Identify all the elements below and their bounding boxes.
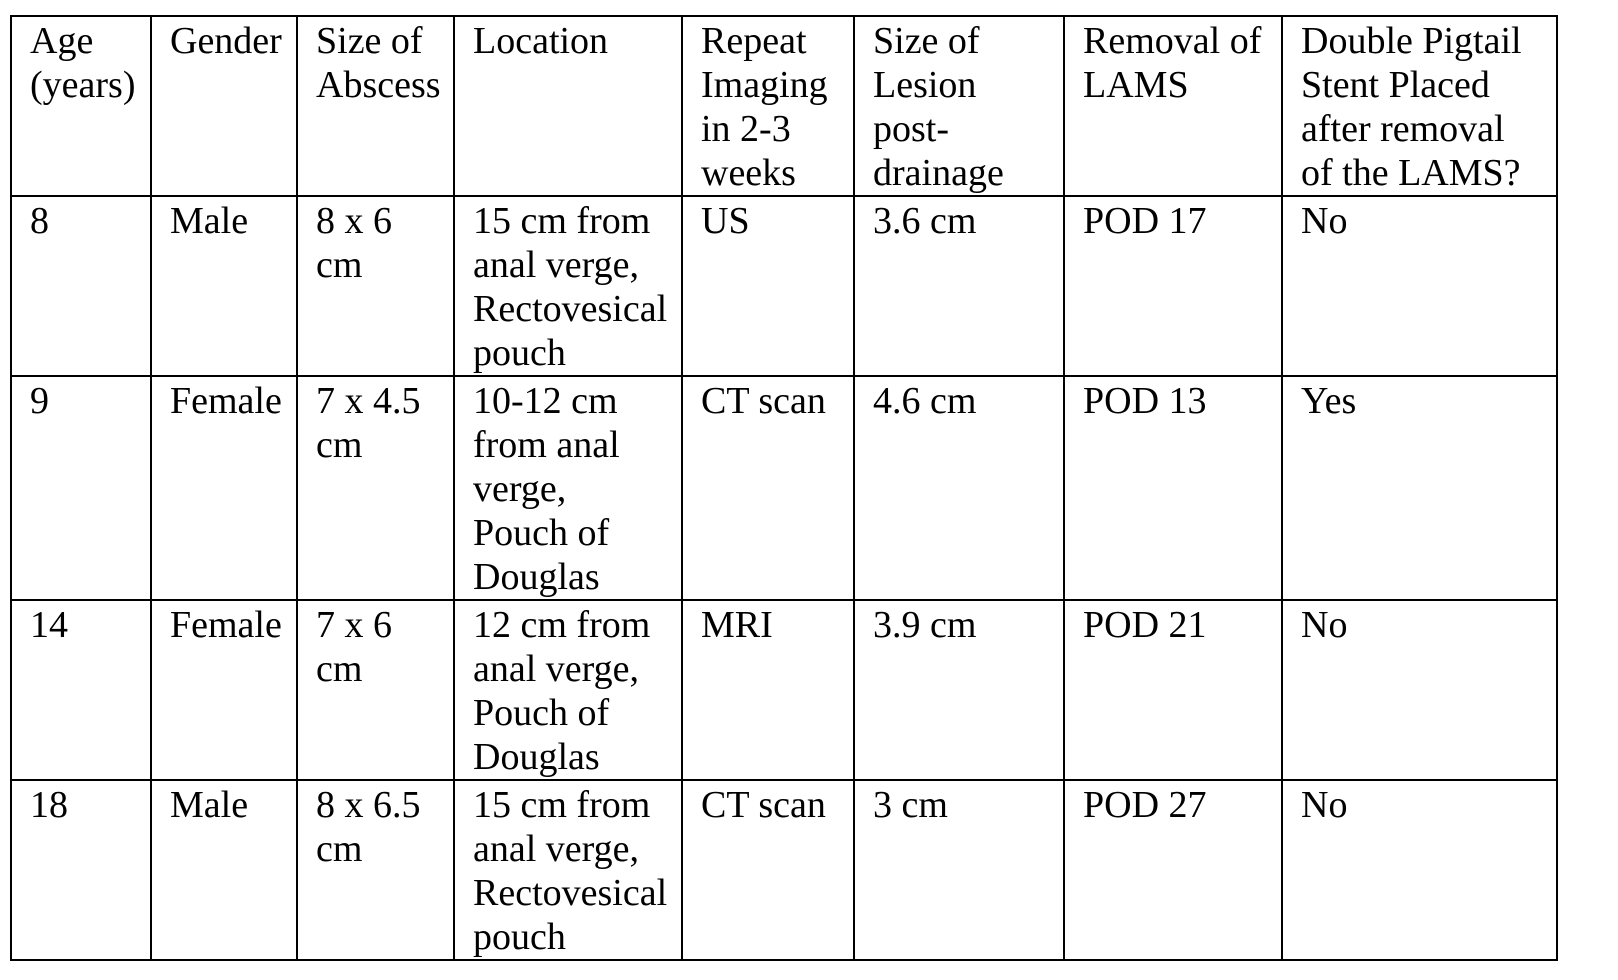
cell-text: 8 x 6: [316, 200, 392, 242]
header-cell-age: [11, 16, 151, 196]
cell-text: 3.6 cm: [873, 200, 977, 242]
cell-text: MRI: [701, 604, 773, 646]
cell-text: 15 cm from: [473, 200, 651, 242]
cell-repeat-imaging: [682, 376, 854, 600]
cell-text: Rectovesical: [473, 872, 668, 914]
cell-double-pigtail-stent: [1282, 600, 1557, 780]
cell-age: [11, 376, 151, 600]
cell-text: Douglas: [473, 556, 600, 598]
cell-age: [11, 600, 151, 780]
cell-text: No: [1301, 604, 1348, 646]
header-text: drainage: [873, 152, 1004, 194]
header-text: Location: [473, 20, 609, 62]
header-cell-location: [454, 16, 682, 196]
header-text: of the LAMS?: [1301, 152, 1521, 194]
cell-text: verge,: [473, 468, 567, 510]
cell-text: anal verge,: [473, 828, 639, 870]
cell-text: 9: [30, 380, 49, 422]
header-text: Stent Placed: [1301, 64, 1490, 106]
header-text: Double Pigtail: [1301, 20, 1522, 62]
cell-gender: [151, 376, 297, 600]
cell-removal-of-lams: [1064, 376, 1282, 600]
cell-removal-of-lams: [1064, 196, 1282, 376]
cell-text: Female: [170, 380, 282, 422]
header-text: Imaging: [701, 64, 828, 106]
cell-age: [11, 196, 151, 376]
cell-text: anal verge,: [473, 244, 639, 286]
cell-size-of-abscess: [297, 196, 454, 376]
cell-text: 15 cm from: [473, 784, 651, 826]
cell-text: CT scan: [701, 784, 826, 826]
cell-text: Male: [170, 200, 249, 242]
cell-text: Rectovesical: [473, 288, 668, 330]
cell-text: pouch: [473, 916, 566, 958]
cell-text: 8 x 6.5: [316, 784, 421, 826]
cell-text: Douglas: [473, 736, 600, 778]
cell-size-of-lesion: [854, 376, 1064, 600]
cell-size-of-lesion: [854, 780, 1064, 960]
header-text: Age: [30, 20, 94, 62]
cell-repeat-imaging: [682, 196, 854, 376]
header-text: Removal of: [1083, 20, 1262, 62]
table-row: [11, 600, 1557, 780]
cell-text: Female: [170, 604, 282, 646]
cell-text: Pouch of: [473, 692, 610, 734]
header-text: (years): [30, 64, 136, 106]
cell-location: [454, 376, 682, 600]
table-body: [11, 16, 1557, 960]
header-text: Size of: [316, 20, 423, 62]
cell-text: POD 13: [1083, 380, 1207, 422]
cell-double-pigtail-stent: [1282, 376, 1557, 600]
cell-double-pigtail-stent: [1282, 196, 1557, 376]
cell-repeat-imaging: [682, 780, 854, 960]
cell-text: 7 x 6: [316, 604, 392, 646]
cell-text: cm: [316, 424, 363, 466]
cell-text: 4.6 cm: [873, 380, 977, 422]
cell-location: [454, 600, 682, 780]
cell-size-of-abscess: [297, 376, 454, 600]
header-text: in 2-3: [701, 108, 791, 150]
table-row: [11, 376, 1557, 600]
header-row: [11, 16, 1557, 196]
cell-size-of-lesion: [854, 196, 1064, 376]
cell-repeat-imaging: [682, 600, 854, 780]
cell-text: No: [1301, 784, 1348, 826]
cell-text: cm: [316, 244, 363, 286]
cell-text: No: [1301, 200, 1348, 242]
cell-size-of-lesion: [854, 600, 1064, 780]
header-text: after removal: [1301, 108, 1505, 150]
cell-gender: [151, 600, 297, 780]
cell-text: 12 cm from: [473, 604, 651, 646]
header-text: Size of: [873, 20, 980, 62]
cell-text: 10-12 cm: [473, 380, 618, 422]
table-row: [11, 780, 1557, 960]
cell-double-pigtail-stent: [1282, 780, 1557, 960]
cell-text: 7 x 4.5: [316, 380, 421, 422]
header-cell-gender: [151, 16, 297, 196]
cell-text: Male: [170, 784, 249, 826]
cell-removal-of-lams: [1064, 780, 1282, 960]
data-table: [10, 15, 1558, 961]
cell-text: Yes: [1301, 380, 1357, 422]
cell-text: US: [701, 200, 750, 242]
cell-text: Pouch of: [473, 512, 610, 554]
cell-location: [454, 196, 682, 376]
header-text: LAMS: [1083, 64, 1189, 106]
cell-text: POD 27: [1083, 784, 1207, 826]
cell-gender: [151, 196, 297, 376]
cell-text: POD 17: [1083, 200, 1207, 242]
cell-text: POD 21: [1083, 604, 1207, 646]
cell-size-of-abscess: [297, 780, 454, 960]
header-text: post-: [873, 108, 949, 150]
cell-text: anal verge,: [473, 648, 639, 690]
header-cell-repeat-imaging: [682, 16, 854, 196]
header-text: Repeat: [701, 20, 807, 62]
header-cell-size-of-abscess: [297, 16, 454, 196]
header-cell-double-pigtail-stent: [1282, 16, 1557, 196]
header-cell-removal-of-lams: [1064, 16, 1282, 196]
cell-removal-of-lams: [1064, 600, 1282, 780]
header-text: Abscess: [316, 64, 441, 106]
cell-location: [454, 780, 682, 960]
cell-text: 3 cm: [873, 784, 948, 826]
table-row: [11, 196, 1557, 376]
cell-text: 18: [30, 784, 68, 826]
header-text: weeks: [701, 152, 796, 194]
cell-gender: [151, 780, 297, 960]
cell-text: pouch: [473, 332, 566, 374]
cell-text: cm: [316, 828, 363, 870]
cell-text: 14: [30, 604, 68, 646]
cell-text: CT scan: [701, 380, 826, 422]
cell-text: 8: [30, 200, 49, 242]
header-text: Lesion: [873, 64, 977, 106]
cell-age: [11, 780, 151, 960]
header-cell-size-of-lesion: [854, 16, 1064, 196]
cell-size-of-abscess: [297, 600, 454, 780]
cell-text: from anal: [473, 424, 620, 466]
cell-text: cm: [316, 648, 363, 690]
cell-text: 3.9 cm: [873, 604, 977, 646]
header-text: Gender: [170, 20, 282, 62]
